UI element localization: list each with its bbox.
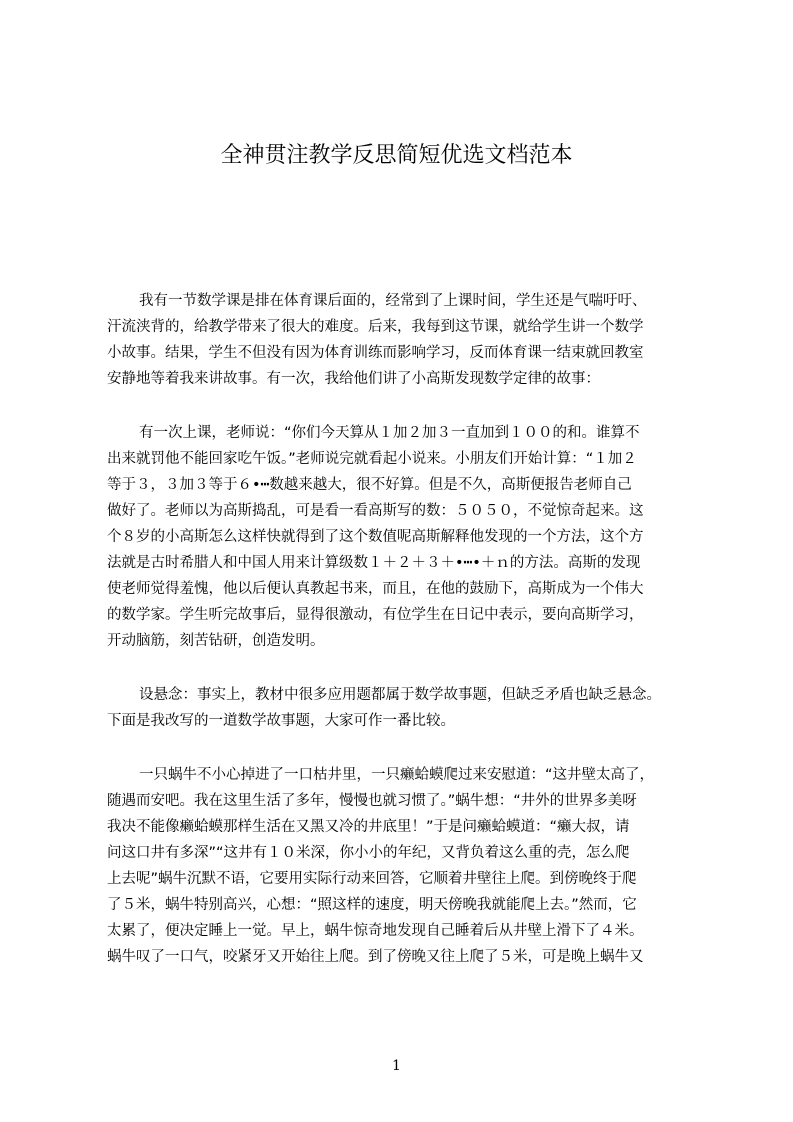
paragraph-line: 设悬念：事实上，教材中很多应用题都属于数学故事题，但缺乏矛盾也缺乏悬念。 [139,687,661,703]
paragraph-line: 安静地等着我来讲故事。有一次，我给他们讲了小高斯发现数学定律的故事： [107,371,600,387]
page-number: 1 [392,1058,401,1074]
paragraph-line: 出来就罚他不能回家吃午饭。”老师说完就看起小说来。小朋友们开始计算：“１加２ [107,451,637,467]
paragraph-line: 个８岁的小高斯怎么这样快就得到了这个数值呢高斯解释他发现的一个方法，这个方 [107,529,644,545]
paragraph-line: 法就是古时希腊人和中国人用来计算级数１＋２＋３＋•┅•＋ｎ的方法。高斯的发现 [107,555,641,571]
paragraph-line: 问这口井有多深”“这井有１０米深，你小小的年纪，又背负着这么重的壳，怎么爬 [107,845,630,861]
paragraph-line: 小故事。结果，学生不但没有因为体育训练而影响学习，反而体育课一结束就回教室 [107,345,644,361]
paragraph-line: 汗流浃背的，给教学带来了很大的难度。后来，我每到这节课，就给学生讲一个数学 [107,319,644,335]
paragraph-line: 我决不能像癞蛤蟆那样生活在又黑又冷的井底里！”于是问癞蛤蟆道：“癞大叔，请 [107,819,630,835]
paragraph-line: 随遇而安吧。我在这里生活了多年，慢慢也就习惯了。”蜗牛想：“井外的世界多美呀 [107,793,637,809]
paragraph-line: 有一次上课，老师说：“你们今天算从１加２加３一直加到１００的和。谁算不 [139,425,640,441]
paragraph-line: 太累了，便决定睡上一觉。早上，蜗牛惊奇地发现自己睡着后从井壁上滑下了４米。 [107,923,644,939]
document-title: 全神贯注教学反思简短优选文档范本 [220,143,573,168]
paragraph-line: 开动脑筋，刻苦钻研，创造发明。 [107,633,325,649]
paragraph-line: 蜗牛叹了一口气，咬紧牙又开始往上爬。到了傍晚又往上爬了５米，可是晚上蜗牛又 [107,949,644,965]
paragraph-line: 等于３，３加３等于６•┅数越来越大，很不好算。但是不久，高斯便报告老师自己 [107,477,632,493]
paragraph-line: 了５米，蜗牛特别高兴，心想：“照这样的速度，明天傍晚我就能爬上去。”然而，它 [107,897,637,913]
paragraph-line: 一只蜗牛不小心掉进了一口枯井里，一只癞蛤蟆爬过来安慰道：“这井壁太高了， [139,767,655,783]
paragraph-line: 下面是我改写的一道数学故事题，大家可作一番比较。 [107,713,455,729]
paragraph-line: 使老师觉得羞愧，他以后便认真教起书来，而且，在他的鼓励下，高斯成为一个伟大 [107,581,644,597]
paragraph-line: 上去呢”蜗牛沉默不语，它要用实际行动来回答，它顺着井壁往上爬。到傍晚终于爬 [107,871,637,887]
paragraph-line: 的数学家。学生听完故事后，显得很激动，有位学生在日记中表示，要向高斯学习， [107,607,644,623]
paragraph-line: 我有一节数学课是排在体育课后面的，经常到了上课时间，学生还是气喘吁吁、 [139,293,647,309]
paragraph-line: 做好了。老师以为高斯捣乱，可是看一看高斯写的数：５０５０，不觉惊奇起来。这 [107,503,644,519]
